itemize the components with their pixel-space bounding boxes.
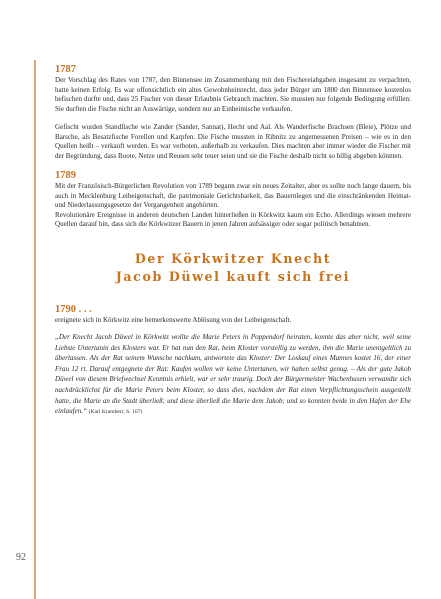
paragraph-1787-2: Gefischt wurden Standfische wie Zander (Sander, Sannat), Hecht und Aal. Als Wanderfische Brachsen (Bleie), Plötze und Barsche, als Besatzfische Forellen und Karpfen. Die Fische mussten in Ribnitz zu angemessenen Preisen – wie es in den Quellen heißt – verkauft werden. Es war verboten, außerhalb zu verkaufen. Dies machten aber immer wieder die Fischer mit der Begründung, dass Boote, Netze und Reusen sehr teuer seien und sie die Fische deshalb nicht so billig abgeben könnten. [55, 123, 411, 160]
quote-citation: (Karl Kramberr, S. 167) [88, 409, 143, 416]
margin-rule [34, 60, 36, 599]
chapter-heading-line-2: Jacob Düwel kauft sich frei [115, 268, 351, 284]
historical-quote [55, 332, 411, 418]
chapter-heading [55, 250, 411, 286]
year-heading-1789: 1789 [55, 170, 76, 181]
chapter-heading-line-1: Der Körkwitzer Knecht [134, 250, 332, 266]
paragraph-1790-intro: ereignete sich in Körkwitz eine bemerkenswerte Ablösung von der Leibeigenschaft. [55, 315, 292, 324]
page-content [55, 64, 411, 418]
year-heading-1790: 1790 . . . [55, 303, 92, 315]
paragraph-1787-1: Der Vorschlag des Rates von 1787, den Binnensee im Zusammenhang mit den Fischereiabgaben insgesamt zu verpachten, hatte keinen Erfolg. Es war offensichtlich ein altes Gewohnheitsrecht, dass jeder Bürger um 1800 den Binnensee kostenlos befischen durfte und, dass 25 Fischer von dieser Erlaubnis Gebrauch machten. Sie mussten nur folgende Bedingung erfüllen: Sie durften die Fische nicht an Auswärtige, sondern nur an Einheimische verkaufen. [55, 76, 411, 113]
quote-text: „Der Knecht Jacob Düwel in Körkwitz wollte die Marie Peters in Poppendorf heiraten, konnte das aber nicht, weil seine Liebste Untertanin des Klosters war. Er hat nun den Rat, beim Kloster vorstellig zu werden, ihm die Marie unentgeltlich zu überlassen. Als der Rat seinem Wunsche nachkam, antwortete das Kloster: Der Loskauf eines Mannes kostet 16, der einer Frau 12 rt. Darauf entgegnete der Rat: Kaufen wollen wir keine Untertanen, wir haben selbst genug. – Als der gute Jakob Düwel von diesem Briefwechsel Kenntnis erhielt, war er sehr traurig. Doch der Bürgermeister Wachenhusen verwandte sich nachdrücklichst für die Marie Peters beim Kloster, so dass dies, nachdem der Rat einen Verpflichtungsschein ausgestellt hatte, die Marie an die Stadt überließ; und diese überließ die Marie dem Jakob; und so konnten beide in den Hafen der Ehe einlaufen.“ [55, 333, 411, 416]
paragraph-1789-1: Mit der Französisch-Bürgerlichen Revolution von 1789 begann zwar ein neues Zeitalter, aber es sollte noch lange dauern, bis auch in Mecklenburg Leibeigenschaft, die patrimoniale Gerichtsbarkeit, das Bauernlegen und die einschränkenden Heimat- und Niederlassungsgesetze der Vergangenheit angehörten. [55, 182, 411, 209]
paragraph-1789-2: Revolutionäre Ereignisse in anderen deutschen Landen hinterließen in Körkwitz kaum ein Echo. Allerdings wiesen mehrere Quellen darauf hin, dass sich die Körkwitzer Bauern in jenen Jahren aufsässiger oder sogar politisch benahmen. [55, 210, 411, 228]
page-number: 92 [16, 552, 26, 563]
year-heading-1787: 1787 [55, 64, 76, 75]
